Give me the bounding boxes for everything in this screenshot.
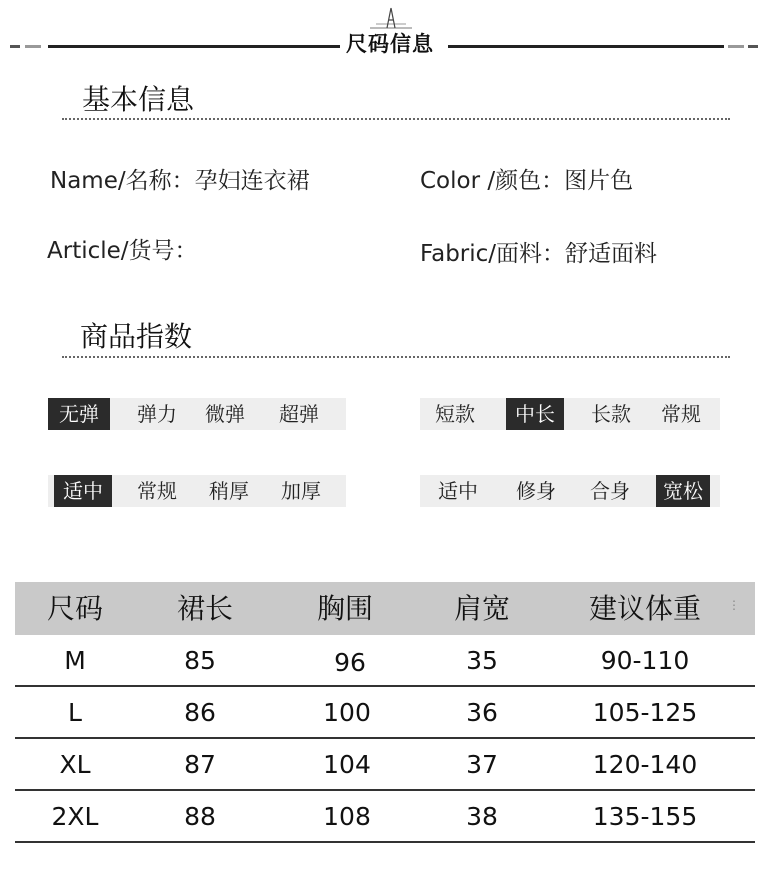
index-option: 修身 xyxy=(516,479,556,503)
product-name: Name/名称：孕妇连衣裙 xyxy=(50,168,310,194)
header-bust: 胸围 xyxy=(316,592,373,625)
cell-size: 2XL xyxy=(51,802,99,831)
header-dash-left-2 xyxy=(25,45,41,48)
header-dash-left-1 xyxy=(10,45,20,48)
scroll-indicator-icon: ⋮ xyxy=(728,598,740,612)
header-line-right xyxy=(448,45,724,48)
eiffel-tower-icon xyxy=(368,7,414,29)
product-fabric: Fabric/面料：舒适面料 xyxy=(420,241,658,267)
index-option-selected: 无弹 xyxy=(48,398,110,430)
product-index-divider xyxy=(62,356,730,358)
index-bar-length xyxy=(420,398,720,430)
header-dash-right-1 xyxy=(728,45,744,48)
index-option: 适中 xyxy=(438,479,478,503)
cell-skirt-length: 87 xyxy=(184,750,216,779)
index-option: 弹力 xyxy=(137,402,177,426)
cell-size: XL xyxy=(59,750,91,779)
product-color: Color /颜色：图片色 xyxy=(420,168,634,194)
cell-shoulder: 36 xyxy=(466,698,498,727)
cell-skirt-length: 88 xyxy=(184,802,216,831)
cell-skirt-length: 85 xyxy=(184,646,216,675)
cell-shoulder: 37 xyxy=(466,750,498,779)
product-article: Article/货号： xyxy=(47,238,198,264)
header-size: 尺码 xyxy=(46,592,103,625)
cell-bust: 104 xyxy=(323,750,371,779)
header-dash-right-2 xyxy=(748,45,758,48)
cell-size: M xyxy=(64,646,86,675)
header-shoulder: 肩宽 xyxy=(453,592,510,625)
index-option: 超弹 xyxy=(279,402,319,426)
cell-bust: 108 xyxy=(323,802,371,831)
table-row xyxy=(15,791,755,843)
table-row xyxy=(15,687,755,739)
cell-bust: 96 xyxy=(334,648,366,677)
index-option: 加厚 xyxy=(281,479,321,503)
index-bar-fit xyxy=(420,475,720,507)
cell-size: L xyxy=(68,698,82,727)
cell-skirt-length: 86 xyxy=(184,698,216,727)
basic-info-title: 基本信息 xyxy=(82,83,195,116)
index-option-selected: 宽松 xyxy=(656,475,710,507)
cell-shoulder: 38 xyxy=(466,802,498,831)
index-option: 常规 xyxy=(137,479,177,503)
cell-weight: 135-155 xyxy=(592,802,698,831)
index-bar-elasticity xyxy=(48,398,346,430)
index-option: 合身 xyxy=(590,479,630,503)
cell-weight: 120-140 xyxy=(592,750,698,779)
index-option-selected: 中长 xyxy=(506,398,564,430)
index-option: 短款 xyxy=(435,402,475,426)
cell-shoulder: 35 xyxy=(466,646,498,675)
index-option: 稍厚 xyxy=(209,479,249,503)
index-option: 常规 xyxy=(661,402,701,426)
index-option-selected: 适中 xyxy=(54,475,112,507)
cell-bust: 100 xyxy=(323,698,371,727)
header-weight: 建议体重 xyxy=(588,592,701,625)
row-divider xyxy=(15,841,755,843)
table-row xyxy=(15,739,755,791)
header-title: 尺码信息 xyxy=(346,32,434,56)
cell-weight: 105-125 xyxy=(592,698,698,727)
size-table-header xyxy=(15,582,755,635)
basic-info-divider xyxy=(62,118,730,120)
cell-weight: 90-110 xyxy=(600,646,690,675)
table-row xyxy=(15,635,755,687)
index-option: 长款 xyxy=(591,402,631,426)
product-index-title: 商品指数 xyxy=(80,320,193,353)
header-line-left xyxy=(48,45,340,48)
index-option: 微弹 xyxy=(205,402,245,426)
index-bar-thickness xyxy=(48,475,346,507)
header-skirt-length: 裙长 xyxy=(176,592,233,625)
